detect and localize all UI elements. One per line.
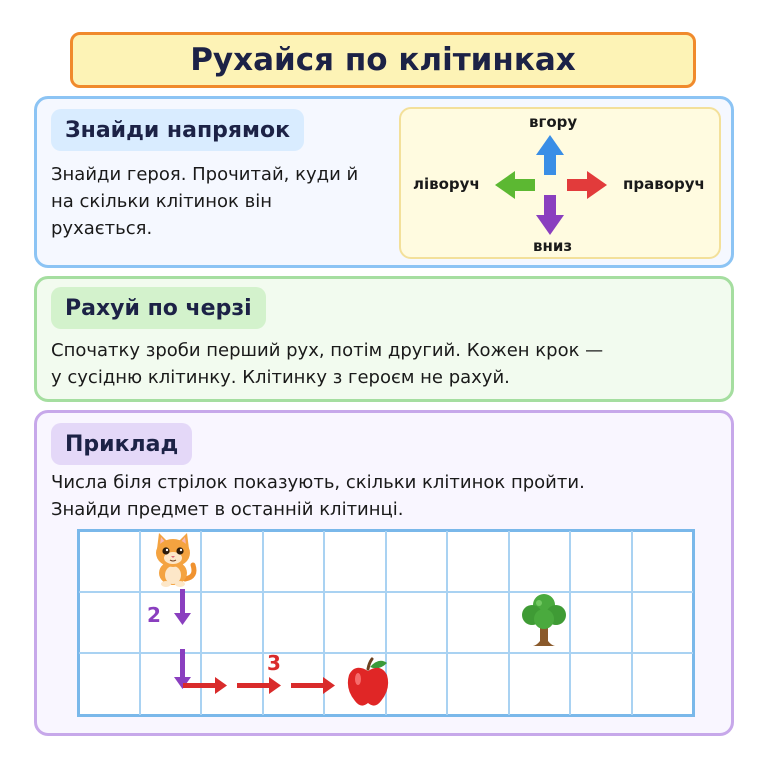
direction-legend	[399, 107, 721, 259]
arrow-down-icon	[536, 195, 564, 235]
section-heading: Рахуй по черзі	[65, 295, 252, 321]
direction-arrows	[401, 109, 723, 261]
move-count-label: 2	[147, 603, 161, 627]
arrow-right-icon	[183, 677, 227, 694]
arrow-down-icon	[174, 589, 191, 625]
apple-icon	[345, 657, 391, 709]
direction-right-label: праворуч	[623, 175, 705, 193]
section-heading-pill	[51, 109, 304, 151]
section-heading-pill	[51, 423, 192, 465]
text-line: у сусідню клітинку. Клітинку з героєм не рахуй.	[51, 367, 510, 388]
section-example	[34, 410, 734, 736]
section-count-in-turn	[34, 276, 734, 402]
arrow-right-icon	[237, 677, 281, 694]
section-heading-pill	[51, 287, 266, 329]
page-title: Рухайся по клітинках	[190, 42, 576, 78]
title-banner	[70, 32, 696, 88]
section-text	[51, 469, 585, 523]
text-line: Знайди героя. Прочитай, куди й	[51, 164, 359, 185]
arrow-right-icon	[291, 677, 335, 694]
text-line: Спочатку зроби перший рух, потім другий. Кожен крок —	[51, 340, 604, 361]
section-heading: Знайди напрямок	[65, 117, 291, 143]
direction-up-label: вгору	[529, 113, 578, 131]
arrow-left-icon	[495, 171, 535, 199]
arrow-right-icon	[567, 171, 607, 199]
direction-down-label: вниз	[533, 237, 573, 255]
tree-icon	[519, 591, 569, 647]
section-find-direction	[34, 96, 734, 268]
move-count-label: 3	[267, 651, 281, 675]
section-text	[51, 161, 358, 242]
example-grid	[77, 529, 695, 717]
text-line: на скільки клітинок він	[51, 191, 273, 212]
text-line: рухається.	[51, 218, 153, 239]
section-text	[51, 337, 603, 391]
text-line: Числа біля стрілок показують, скільки клітинок пройти.	[51, 472, 585, 493]
cat-hero-icon	[151, 533, 199, 587]
text-line: Знайди предмет в останній клітинці.	[51, 499, 404, 520]
arrow-up-icon	[536, 135, 564, 175]
section-heading: Приклад	[65, 431, 179, 457]
move-right-arrows	[181, 674, 341, 698]
direction-left-label: ліворуч	[413, 175, 480, 193]
